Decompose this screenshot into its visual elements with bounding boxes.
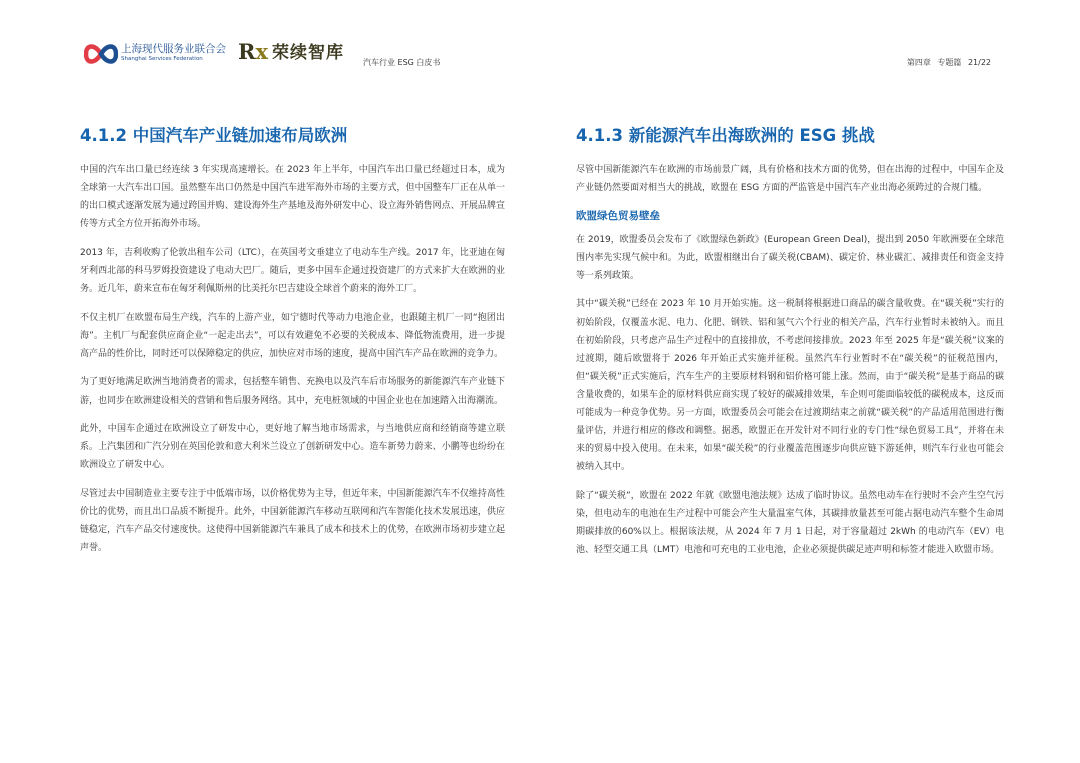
- right-column: [576, 124, 1004, 570]
- page-number: 21/22: [967, 58, 991, 67]
- body-paragraph: 不仅主机厂在欧盟布局生产线，汽车的上游产业，如宁德时代等动力电池企业，也跟随主机厂一同“抱团出海”。主机厂与配套供应商企业“一起走出去”，可以有效避免不必要的关税成本、降低物流费用，进一步提高产品的性价比，同时还可以保障稳定的供应，加快应对市场的速度，提高中国汽车产品在欧洲的竞争力。: [80, 312, 505, 359]
- body-paragraph: 2013 年，吉利收购了伦敦出租车公司（LTC），在英国考文垂建立了电动车生产线。2017 年，比亚迪在匈牙利西北部的科马罗姆投资建设了电动大巴厂。随后，更多中国车企通过投资建厂的方式来扩大在欧洲的业务。近几年，蔚来宣布在匈牙利佩斯州的比美托尔巴吉建设全球首个蔚来的海外工厂。: [80, 247, 505, 295]
- federation-name-en: Shanghai Services Federation: [121, 56, 203, 62]
- chapter-info: [903, 57, 991, 68]
- section-label: 专题篇: [937, 58, 962, 67]
- federation-logo-icon: [84, 40, 118, 68]
- intro-paragraph: 尽管中国新能源汽车在欧洲的市场前景广阔，具有价格和技术方面的优势，但在出海的过程中，中国车企及产业链仍然要面对相当大的挑战，欧盟在 ESG 方面的严监管是中国汽车产业出海必须跨过的合规门槛。: [576, 165, 1004, 194]
- body-paragraph: 除了“碳关税”，欧盟在 2022 年就《欧盟电池法规》达成了临时协议。虽然电动车在行驶时不会产生空气污染，但电动车的电池在生产过程中可能会产生大量温室气体，其碳排放量甚至可能占据电动汽车整个生命周期碳排放的60%以上。根据该法规，从 2024 年 7 月 1 日起，对于容量超过 2kWh 的电动汽车（EV）电池、轻型交通工具（LMT）电池和可充电的工业电池，企业必须提供碳足迹声明和标签才能进入欧盟市场。: [576, 490, 1004, 556]
- federation-name-cn: 上海现代服务业联合会: [121, 43, 226, 55]
- rongxu-logo-mark: Rx: [238, 39, 268, 64]
- section-heading-4-1-2: 4.1.2 中国汽车产业链加速布局欧洲: [80, 126, 348, 145]
- body-paragraph: 在 2019，欧盟委员会发布了《欧盟绿色新政》(European Green Deal)，提出到 2050 年欧洲要在全球范围内率先实现气候中和。为此，欧盟相继出台了碳关税(CBAM)、碳定价、林业碳汇、减排责任和资金支持等一系列政策。: [576, 234, 1004, 281]
- section-heading-4-1-3: 4.1.3 新能源汽车出海欧洲的 ESG 挑战: [576, 126, 875, 145]
- subheading-green-trade-barrier: 欧盟绿色贸易壁垒: [576, 209, 660, 222]
- document-title: 汽车行业 ESG 白皮书: [363, 58, 441, 67]
- rongxu-logo-name: 荣续智库: [272, 43, 344, 63]
- body-paragraph: 为了更好地满足欧洲当地消费者的需求，包括整车销售、充换电以及汽车后市场服务的新能源汽车产业链下游，也同步在欧洲建设相关的营销和售后服务网络。其中，充电桩领域的中国企业也在加速踏入出海潮流。: [80, 377, 505, 406]
- body-paragraph: 中国的汽车出口量已经连续 3 年实现高速增长。在 2023 年上半年，中国汽车出口量已经超过日本，成为全球第一大汽车出口国。虽然整车出口仍然是中国汽车进军海外市场的主要方式，但中国整车厂正在从单一的出口模式逐渐发展为通过跨国并购、建设海外生产基地及海外研发中心、设立海外销售网点、开展品牌宣传等方式全方位开拓海外市场。: [80, 165, 505, 230]
- body-paragraph: 尽管过去中国制造业主要专注于中低端市场，以价格优势为主导，但近年来，中国新能源汽车不仅维持高性价比的优势，而且出口品质不断提升。此外，中国新能源汽车移动互联网和汽车智能化技术发展迅速，供应链稳定，汽车产品交付速度快。这使得中国新能源汽车兼具了成本和技术上的优势，在欧洲市场初步建立起声誉。: [80, 488, 505, 554]
- left-column: [80, 124, 505, 568]
- federation-name: [121, 43, 226, 63]
- chapter-label: 第四章: [906, 58, 931, 67]
- body-paragraph: 其中“碳关税”已经在 2023 年 10 月开始实施。这一税制将根据进口商品的碳含量收费。在“碳关税”实行的初始阶段，仅覆盖水泥、电力、化肥、钢铁、铝和氢气六个行业的相关产品，汽车行业暂时未被纳入。而且在初始阶段，只考虑产品生产过程中的直接排放，不考虑间接排放。2023 年至 2025 年是“碳关税”议案的过渡期，随后欧盟将于 2026 年开始正式实施并征税。虽然汽车行业暂时不在“碳关税”的征税范围内，但“碳关税”正式实施后，汽车生产的主要原材料钢和铝价格可能上涨。然而，由于“碳关税”是基于商品的碳含量收费的，如果车企的原材料供应商实现了较好的碳减排效果，车企则可能面临较低的碳税成本，这反而可能成为一种竞争优势。另一方面，欧盟委员会可能会在过渡期结束之前就“碳关税”的产品适用范围进行衡量评估，并进行相应的修改和调整。据悉，欧盟正在开发针对不同行业的专门性“绿色贸易工具”，并将在未来的贸易中投入使用。在未来，如果“碳关税”的行业覆盖范围逐步向供应链下游延伸，则汽车行业也可能会被纳入其中。: [576, 299, 1004, 473]
- body-paragraph: 此外，中国车企通过在欧洲设立了研发中心，更好地了解当地市场需求，与当地供应商和经销商等建立联系。上汽集团和广汽分别在英国伦敦和意大利米兰设立了创新研发中心。造车新势力蔚来、小鹏等也纷纷在欧洲设立了研发中心。: [80, 424, 505, 471]
- page-header: [0, 0, 1080, 80]
